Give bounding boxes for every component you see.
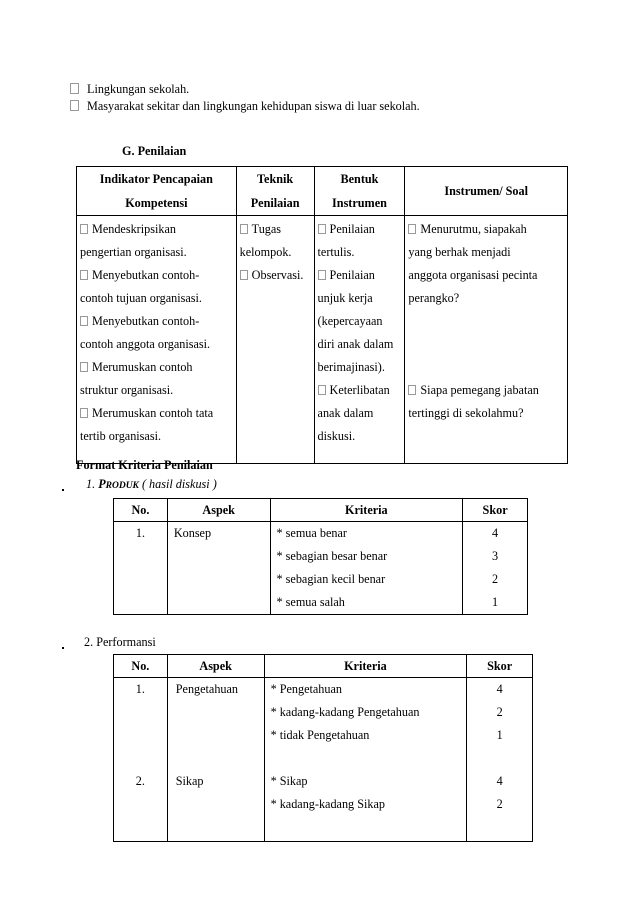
marker-dot <box>62 489 64 491</box>
checkbox-icon <box>80 224 88 234</box>
bullet-item <box>70 82 189 97</box>
checkbox-icon <box>318 270 326 280</box>
teknik-cell: Tugas kelompok. Observasi. <box>236 216 314 464</box>
kriteria-cell: * semua benar * sebagian besar benar * sebagian kecil benar * semua salah <box>270 522 463 615</box>
checkbox-icon <box>80 316 88 326</box>
aspek-cell: Pengetahuan Sikap <box>167 678 264 842</box>
section-title: G. Penilaian <box>122 144 187 158</box>
bullet-text: Lingkungan sekolah. <box>87 82 190 96</box>
no-cell: 1. <box>114 522 168 615</box>
penilaian-table <box>76 166 568 464</box>
marker-dot <box>62 647 64 649</box>
header-aspek: Aspek <box>167 655 264 678</box>
table-row <box>77 216 568 464</box>
checkbox-icon <box>408 385 416 395</box>
produk-label: 1. PRODUK ( hasil diskusi ) <box>86 477 217 491</box>
soal-cell: Menurutmu, siapakah yang berhak menjadi anggota organisasi pecinta perangko? Siapa pemegang jabatan tertinggi di sekolahmu? <box>405 216 568 464</box>
checkbox-icon <box>240 270 248 280</box>
checkbox-icon <box>318 224 326 234</box>
table-row <box>114 678 533 842</box>
header-kriteria: Kriteria <box>270 499 463 522</box>
header-kriteria: Kriteria <box>264 655 467 678</box>
bullet-text: Masyarakat sekitar dan lingkungan kehidupan siswa di luar sekolah. <box>87 99 420 113</box>
checkbox-icon <box>80 362 88 372</box>
checkbox-icon <box>70 83 79 94</box>
skor-cell: 4 3 2 1 <box>463 522 528 615</box>
header-no: No. <box>114 499 168 522</box>
indikator-cell: Mendeskripsikan pengertian organisasi. Menyebutkan contoh- contoh tujuan organisasi. Menyebutkan contoh- contoh anggota organisasi. Merumuskan contoh struktur organisasi. Merumuskan contoh tata tertib organisasi. <box>77 216 237 464</box>
skor-cell: 4 2 1 4 2 <box>467 678 533 842</box>
checkbox-icon <box>80 270 88 280</box>
checkbox-icon <box>70 100 79 111</box>
produk-table <box>113 498 528 615</box>
checkbox-icon <box>318 385 326 395</box>
no-cell: 1. 2. <box>114 678 168 842</box>
table-header-row <box>114 655 533 678</box>
performansi-label: 2. Performansi <box>84 635 156 649</box>
header-indikator: Indikator Pencapaian Kompetensi <box>77 167 237 216</box>
header-bentuk: Bentuk Instrumen <box>314 167 405 216</box>
header-aspek: Aspek <box>167 499 270 522</box>
format-title: Format Kriteria Penilaian <box>76 458 213 472</box>
header-skor: Skor <box>463 499 528 522</box>
checkbox-icon <box>80 408 88 418</box>
header-skor: Skor <box>467 655 533 678</box>
bentuk-cell: Penilaian tertulis. Penilaian unjuk kerja (kepercayaan diri anak dalam berimajinasi). Keterlibatan anak dalam diskusi. <box>314 216 405 464</box>
bullet-item <box>70 99 420 114</box>
aspek-cell: Konsep <box>167 522 270 615</box>
table-row <box>114 522 528 615</box>
table-header-row <box>114 499 528 522</box>
header-teknik: Teknik Penilaian <box>236 167 314 216</box>
performansi-table <box>113 654 533 842</box>
table-header-row <box>77 167 568 216</box>
checkbox-icon <box>408 224 416 234</box>
header-no: No. <box>114 655 168 678</box>
kriteria-cell: * Pengetahuan * kadang-kadang Pengetahuan * tidak Pengetahuan * Sikap * kadang-kadang Sikap <box>264 678 467 842</box>
checkbox-icon <box>240 224 248 234</box>
header-instrumen: Instrumen/ Soal <box>405 167 568 216</box>
